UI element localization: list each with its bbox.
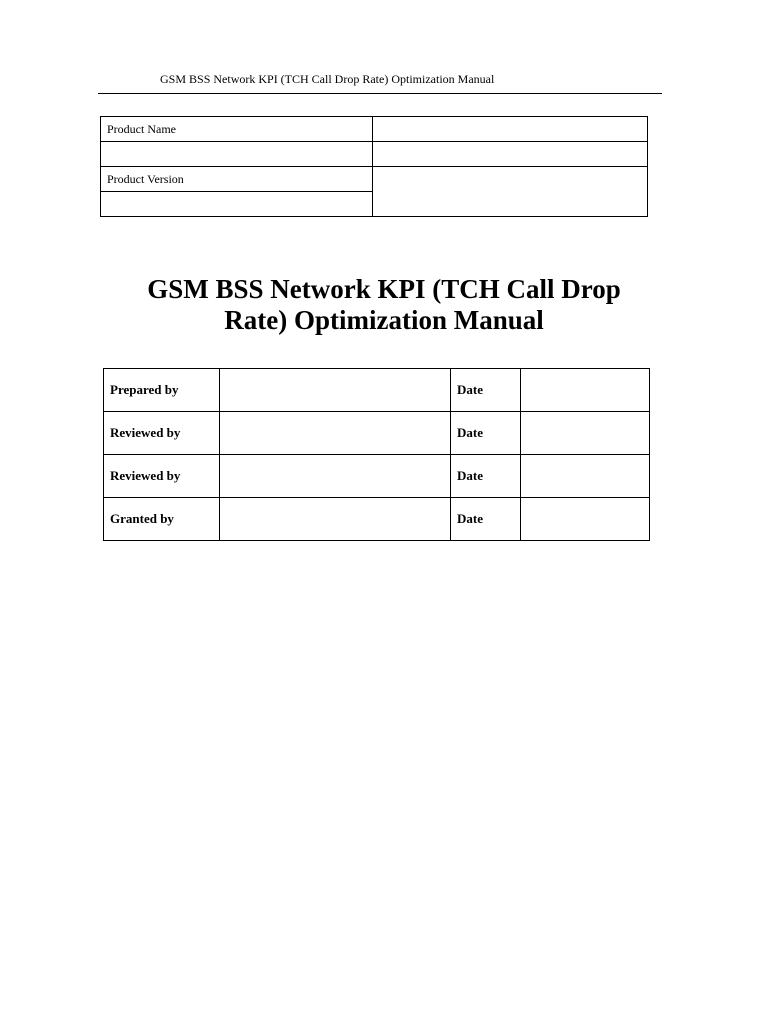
product-info-table [100,116,648,217]
product-version-value [373,167,648,217]
signoff-table [103,368,650,541]
table-row [101,167,648,192]
product-name-label: Product Name [101,117,373,142]
role-label: Reviewed by [104,412,220,455]
role-label: Reviewed by [104,455,220,498]
table-row [104,455,650,498]
date-label: Date [451,455,521,498]
signer-name-cell [220,498,451,541]
date-cell [521,498,650,541]
date-cell [521,412,650,455]
role-label: Prepared by [104,369,220,412]
empty-cell [101,192,373,217]
product-name-value [373,117,648,142]
header-divider [98,93,662,94]
signer-name-cell [220,412,451,455]
date-label: Date [451,369,521,412]
date-label: Date [451,412,521,455]
date-cell [521,455,650,498]
empty-cell [373,142,648,167]
role-label: Granted by [104,498,220,541]
product-version-label: Product Version [101,167,373,192]
empty-cell [101,142,373,167]
table-row [104,498,650,541]
table-row [104,412,650,455]
document-title [100,274,668,336]
signer-name-cell [220,455,451,498]
document-title-line-2: Rate) Optimization Manual [224,305,544,335]
signer-name-cell [220,369,451,412]
running-header: GSM BSS Network KPI (TCH Call Drop Rate) Optimization Manual [160,72,495,86]
date-cell [521,369,650,412]
table-row [101,142,648,167]
document-title-line-1: GSM BSS Network KPI (TCH Call Drop [147,274,621,304]
date-label: Date [451,498,521,541]
table-row [101,117,648,142]
table-row [104,369,650,412]
